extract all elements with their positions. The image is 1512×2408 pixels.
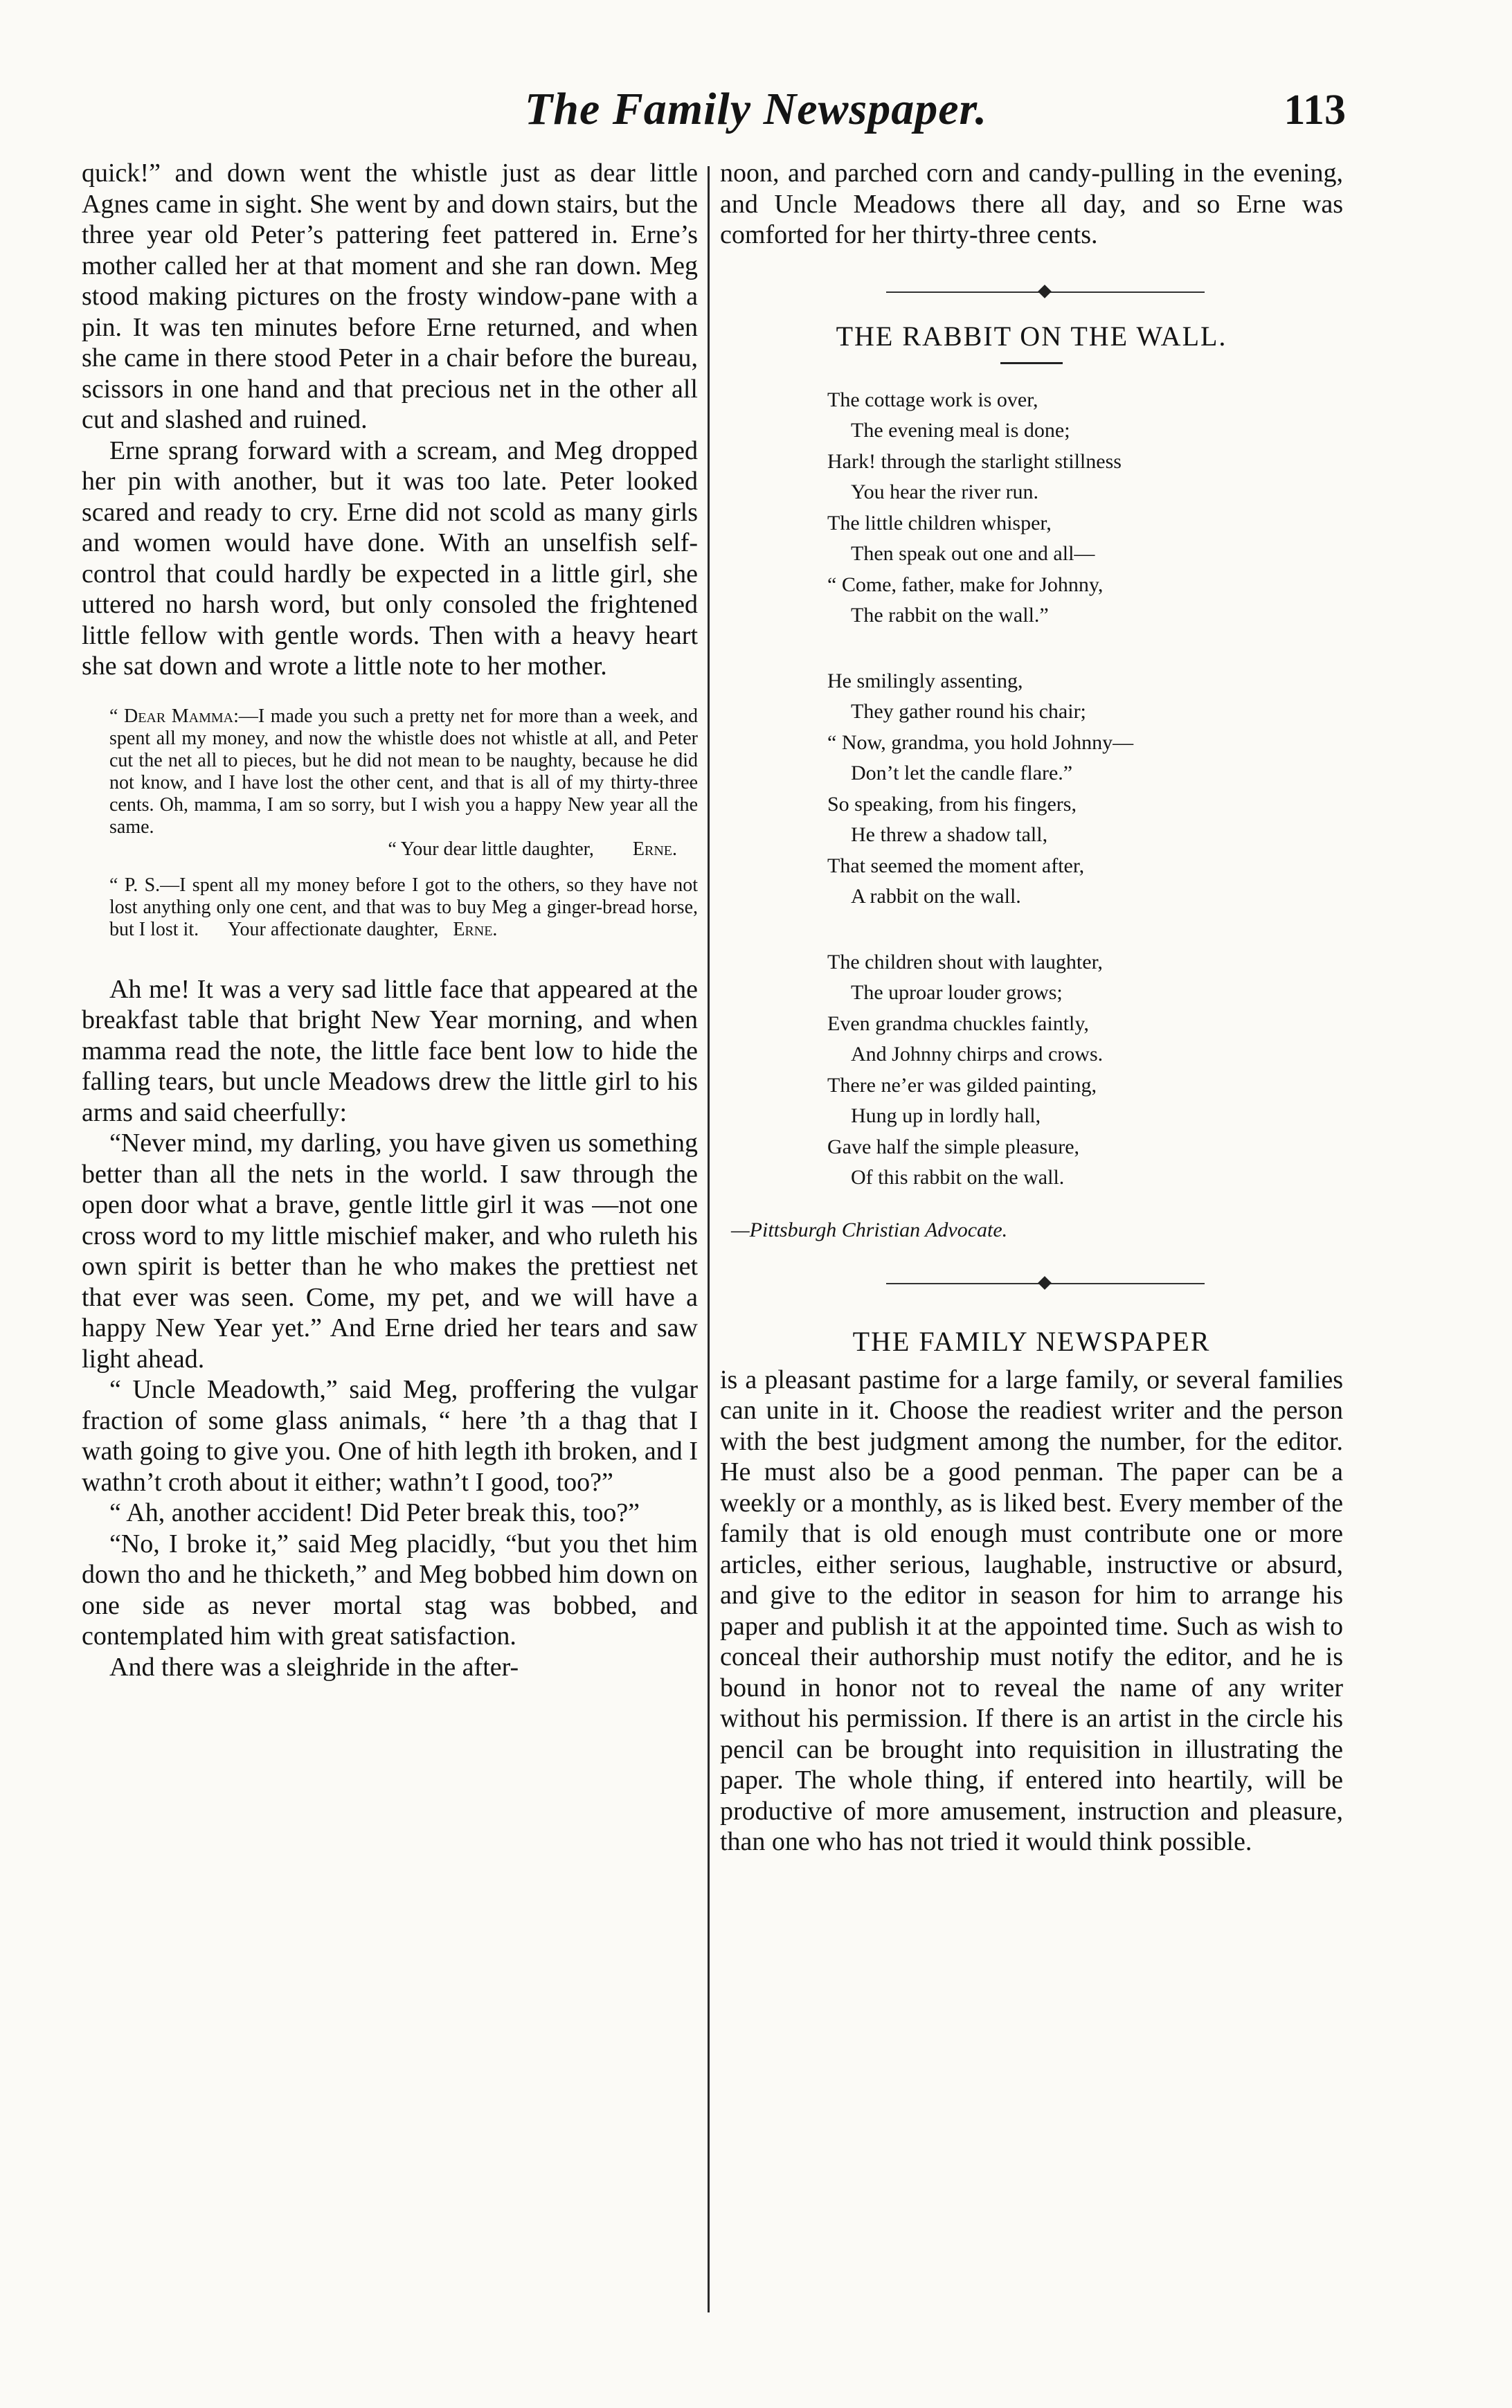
poem-line: You hear the river run. — [851, 480, 1039, 503]
story-paragraph: noon, and parched corn and candy-pulling in the evening, and Uncle Meadows there all day, and so Erne was comforted for her thirty-three cents. — [720, 159, 1343, 249]
poem-line: Then speak out one and all— — [851, 542, 1095, 565]
poem-line: He smilingly assenting, — [827, 669, 1023, 692]
letter-postscript-line — [109, 874, 698, 941]
diamond-ornament-icon — [1038, 1276, 1052, 1290]
poem-line: He threw a shadow tall, — [851, 823, 1048, 846]
poem-line: The rabbit on the wall.” — [851, 604, 1049, 627]
page-number: 113 — [1284, 87, 1346, 134]
page-header — [0, 83, 1512, 159]
poem-line: There ne’er was gilded painting, — [827, 1073, 1097, 1097]
poem-line: The evening meal is done; — [851, 419, 1070, 442]
story-paragraph: “No, I broke it,” said Meg placidly, “but you thet him down tho and he thicketh,” and Meg bobbed him down on one side as never mortal stag was bobbed, and contemplated him with great satisfaction. — [82, 1529, 698, 1651]
poem-title: THE RABBIT ON THE WALL. — [836, 320, 1227, 352]
poem-stanza — [827, 666, 1343, 913]
left-column — [82, 158, 698, 1682]
poem-line: Hung up in lordly hall, — [851, 1104, 1041, 1127]
poem-line: “ Now, grandma, you hold Johnny— — [827, 730, 1134, 754]
diamond-ornament-icon — [1038, 285, 1052, 298]
ornamental-divider — [720, 278, 1343, 306]
poem-line: That seemed the moment after, — [827, 854, 1085, 877]
story-paragraph: quick!” and down went the whistle just as dear little Agnes came in sight. She went by and down stairs, but the three year old Peter’s pattering feet pattered in. Erne’s mother called her at that moment and she ran down. Meg stood making pictures on the frosty window-pane with a pin. It was ten minutes before Erne returned, and when she came in there stood Peter in a chair before the bureau, scissors in one hand and that precious net in the other all cut and slashed and ruined. — [82, 159, 698, 434]
ornamental-divider — [720, 1270, 1343, 1297]
poem-line: The children shout with laughter, — [827, 950, 1103, 973]
poem-line: The little children whisper, — [827, 511, 1052, 534]
running-title: The Family Newspaper. — [524, 84, 988, 134]
story-paragraph: Erne sprang forward with a scream, and Meg dropped her pin with another, but it was too late. Peter looked scared and ready to cry. Erne did not scold as many girls and women would have done. With an unselfish self-control that could hardly be expected in a little girl, she uttered no harsh word, but only consoled the frightened little fellow with gentle words. Then with a heavy heart she sat down and wrote a little note to her mother. — [82, 435, 698, 681]
story-paragraph: “ Ah, another accident! Did Peter break this, too?” — [109, 1498, 640, 1527]
poem-line: “ Come, father, make for Johnny, — [827, 573, 1104, 596]
letter-salutation: “ Dear Mamma: — [109, 705, 239, 727]
title-rule — [1000, 362, 1063, 364]
story-paragraph: “Never mind, my darling, you have given us something better than all the nets in the world. I saw through the open door what a brave, gentle little girl it was —not one cross word to my little mischief maker, and who ruleth his own spirit is better than he who makes the prettiest net that ever was seen. Come, my pet, and we will have a happy New Year yet.” And Erne dried her tears and saw light ahead. — [82, 1129, 698, 1374]
poem-stanza — [827, 385, 1343, 631]
poem-line: Of this rabbit on the wall. — [851, 1166, 1065, 1189]
poem-attribution: —Pittsburgh Christian Advocate. — [731, 1218, 1008, 1241]
poem-line: A rabbit on the wall. — [851, 885, 1021, 908]
poem-line: So speaking, from his fingers, — [827, 792, 1077, 816]
poem-stanza — [827, 947, 1343, 1194]
letter-signature: Erne. — [632, 838, 677, 860]
story-paragraph: “ Uncle Meadowth,” said Meg, proffering the vulgar fraction of some glass animals, “ here ’th a thag that I wath going to give you. One of hith legth ith broken, and I wathn’t croth about it either; wathn’t I good, too?” — [82, 1375, 698, 1497]
story-paragraph: Ah me! It was a very sad little face that appeared at the breakfast table that bright New Year morning, and when mamma read the note, the little face bent low to hide the falling tears, but uncle Meadows drew the little girl to his arms and said cheerfully: — [82, 974, 698, 1127]
poem-line: The uproar louder grows; — [851, 981, 1063, 1004]
right-column — [720, 158, 1343, 1858]
poem-line: They gather round his chair; — [851, 700, 1086, 723]
story-paragraph: And there was a sleighride in the after- — [109, 1652, 519, 1682]
section-body: is a pleasant pastime for a large family, or several families can unite in it. Choose the readiest writer and the person with the best judgment among the number, for the editor. He must also be a good penman. The paper can be a weekly or a monthly, as is liked best. Every member of the family that is old enough must contribute one or more articles, either serious, laughable, instructive or absurd, and give to the editor in season for him to arrange his paper and publish it at the appointed time. Such as wish to conceal their authorship must notify the editor, and he is bound in honor not to reveal the name of any writer without his permission. If there is an artist in the circle his pencil can be brought into requisition in illustrating the paper. The whole thing, if entered into heartily, will be productive of more amusement, instruction and pleasure, than one who has not tried it would think possible. — [720, 1365, 1343, 1856]
section-title: THE FAMILY NEWSPAPER — [852, 1325, 1211, 1357]
poem-line: And Johnny chirps and crows. — [851, 1043, 1104, 1066]
letter-closing-line — [109, 838, 698, 861]
letter-closing: “ Your dear little daughter, — [388, 838, 594, 860]
poem — [827, 385, 1343, 1194]
letter-text: —I made you such a pretty net for more than a week, and spent all my money, and now the whistle does not whistle at all, and Peter cut the net all to pieces, but he did not mean to be naughty, because he did not know, and I have lost the other cent, and that is all of my thirty-three cents. Oh, mamma, I am so sorry, but I wish you a happy New year all the same. — [109, 705, 698, 838]
postscript-signature: Erne. — [453, 918, 498, 940]
poem-line: Gave half the simple pleasure, — [827, 1135, 1080, 1158]
letter-body — [109, 706, 698, 838]
letter-block — [109, 706, 698, 941]
poem-line: Don’t let the candle flare.” — [851, 762, 1073, 784]
column-rule — [708, 166, 710, 2312]
poem-line: The cottage work is over, — [827, 388, 1038, 411]
poem-line: Even grandma chuckles faintly, — [827, 1012, 1089, 1035]
postscript-closing: Your affectionate daughter, — [228, 918, 439, 940]
letter-postscript: “ P. S.—I spent all my money before I got to the others, so they have not lost anything only one cent, and that was to buy Meg a ginger-bread horse, but I lost it. — [109, 874, 698, 940]
poem-line: Hark! through the starlight stillness — [827, 449, 1122, 473]
